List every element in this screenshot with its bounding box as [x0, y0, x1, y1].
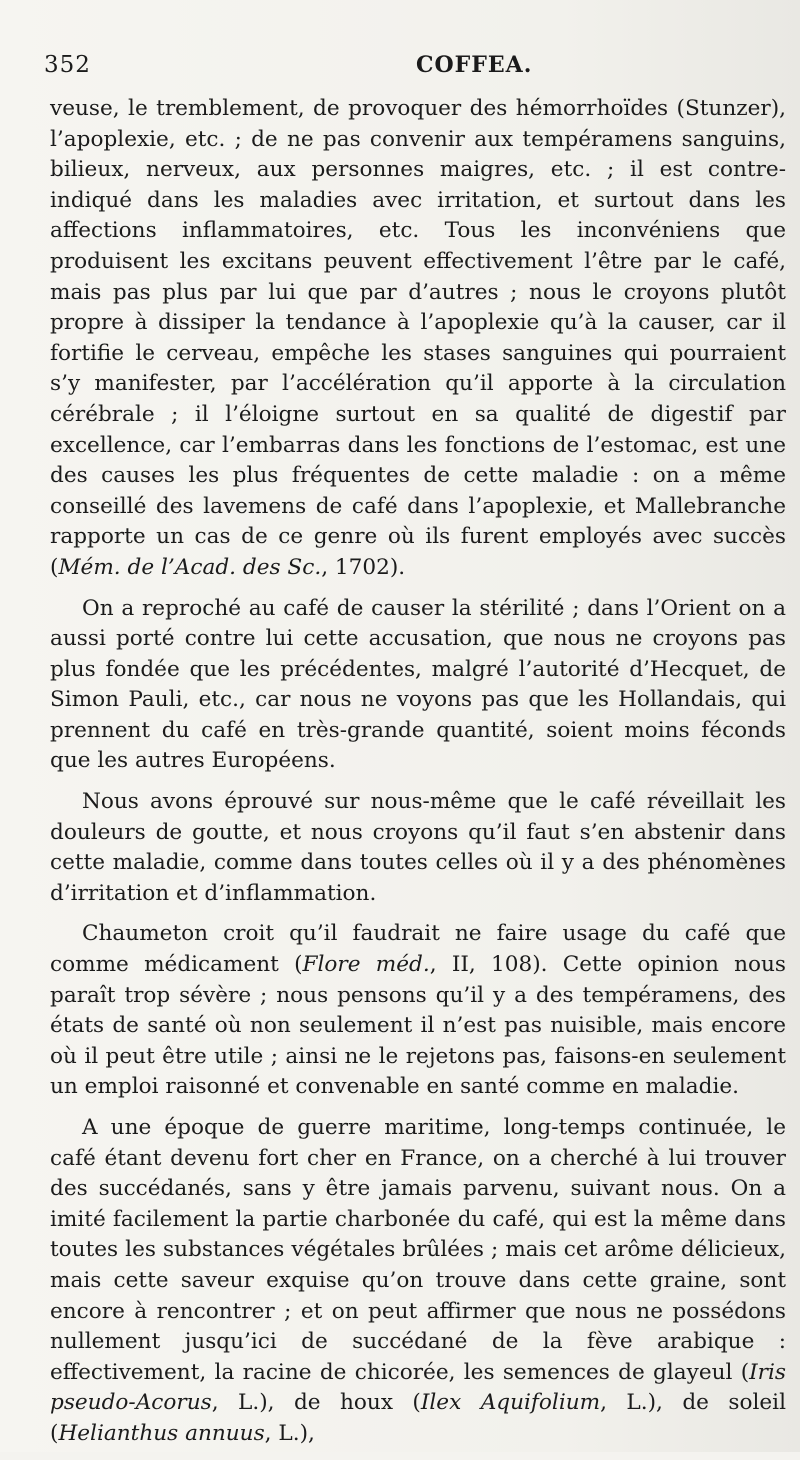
paragraph-gout [50, 787, 786, 909]
text-run: , L.), [264, 1420, 315, 1446]
text-run: veuse, le tremblement, de provoquer des hémorrhoïdes (Stunzer), l’apoplexie, etc. ; de ne pas convenir aux tempéramens sanguins, bilieux, nerveux, aux personnes maigres, etc. ; il est contre-indiqué dans les maladies avec irritation, et surtout dans les affections inflammatoires, etc. Tous les inconvéniens que produisent les excitans peuvent effectivement l’être par le café, mais pas plus par lui que par d’autres ; nous le croyons plutôt propre à dissiper la tendance à l’apoplexie qu’à la causer, car il fortifie le cerveau, empêche les stases sanguines qui pourraient s’y manifester, par l’accélération qu’il apporte à la circulation cérébrale ; il l’éloigne surtout en sa qualité de digestif par excellence, car l’embarras dans les fonctions de l’estomac, est une des causes les plus fréquentes de cette maladie : on a même conseillé des lavemens de café dans l’apoplexie, et Mallebranche rapporte un cas de ce genre où ils furent employés avec succès ( [50, 96, 786, 580]
italic-reference: Mém. de l’Acad. des Sc. [58, 554, 322, 580]
italic-reference: Flore méd. [302, 952, 430, 978]
running-head: COFFEA. [416, 52, 533, 78]
text-run: , 1702). [321, 554, 406, 580]
paragraph-chaumeton [50, 919, 786, 1103]
text-run: On a reproché au café de causer la stérilité ; dans l’Orient on a aussi porté contre lui cette accusation, que nous ne croyons pas plus fondée que les précédentes, malgré l’autorité d’Hecquet, de Simon Pauli, etc., car nous ne voyons pas que les Hollandais, qui prennent du café en très-grande quantité, soient moins féconds que les autres Européens. [50, 595, 786, 774]
paragraph-sterility [50, 594, 786, 778]
text-run: , II, 108). Cette opinion nous paraît trop sévère ; nous pensons qu’il y a des tempéramens, des états de santé où non seulement il n’est pas nuisible, mais encore où il peut être utile ; ainsi ne le rejetons pas, faisons-en seulement un emploi raisonné et convenable en santé comme en maladie. [50, 952, 786, 1100]
italic-reference: Iris pseudo-Acorus [50, 1359, 786, 1416]
text-run: A une époque de guerre maritime, long-temps continuée, le café étant devenu fort cher en France, on a cherché à lui trouver des succédanés, sans y être jamais parvenu, suivant nous. On a imité facilement la partie charbonée du café, qui est la même dans toutes les substances végétales brûlées ; mais cet arôme délicieux, mais cette saveur exquise qu’on trouve dans cette graine, sont encore à rencontrer ; et on peut affirmer que nous ne possédons nullement jusqu’ici de succédané de la fève arabique : effectivement, la racine de chicorée, les semences de glayeul ( [50, 1115, 786, 1385]
italic-reference: Helianthus annuus [58, 1420, 265, 1446]
paragraph-continuation [50, 94, 786, 584]
text-run: , L.), de houx ( [211, 1390, 421, 1416]
italic-reference: Ilex Aquifolium [420, 1390, 601, 1416]
text-run: Nous avons éprouvé sur nous-même que le café réveillait les douleurs de goutte, et nous croyons qu’il faut s’en abstenir dans cette maladie, comme dans toutes celles où il y a des phénomènes d’irritation et d’inflammation. [50, 789, 786, 906]
text-run: Chaumeton croit qu’il faudrait ne faire usage du café que comme médicament ( [50, 921, 786, 978]
body-text [50, 94, 786, 1460]
page-number: 352 [44, 52, 91, 78]
paragraph-substitutes [50, 1113, 786, 1450]
page-header [44, 52, 760, 92]
text-run: , L.), de soleil ( [50, 1390, 786, 1446]
